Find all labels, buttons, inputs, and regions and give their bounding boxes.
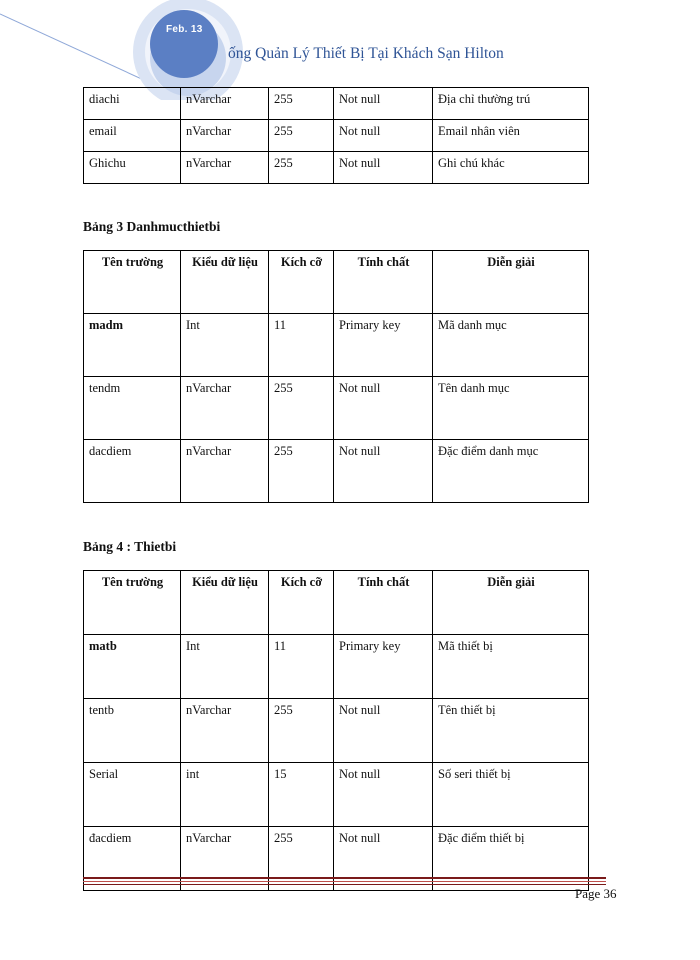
cell-constraint: Not null xyxy=(334,120,433,152)
page-number: Page 36 xyxy=(575,886,617,901)
footer-rule xyxy=(83,884,606,885)
table-caption-danhmucthietbi: Bảng 3 Danhmucthietbi xyxy=(83,219,221,234)
header-description: Diễn giải xyxy=(433,571,589,635)
table-header-row xyxy=(84,571,589,635)
cell-type: nVarchar xyxy=(181,827,269,891)
cell-description: Đặc điểm danh mục xyxy=(433,440,589,503)
cell-size: 255 xyxy=(269,120,334,152)
cell-size: 255 xyxy=(269,440,334,503)
cell-field: madm xyxy=(84,314,181,377)
cell-type: nVarchar xyxy=(181,440,269,503)
header-constraint: Tính chất xyxy=(334,571,433,635)
table-row xyxy=(84,377,589,440)
cell-field: diachi xyxy=(84,88,181,120)
table-row xyxy=(84,152,589,184)
table-nhanvien-continued xyxy=(83,87,589,184)
header-size: Kích cỡ xyxy=(269,571,334,635)
cell-constraint: Not null xyxy=(334,699,433,763)
header-decoration-icon xyxy=(0,0,260,100)
cell-constraint: Not null xyxy=(334,440,433,503)
cell-constraint: Not null xyxy=(334,763,433,827)
table-row xyxy=(84,699,589,763)
table-row xyxy=(84,635,589,699)
footer-rule xyxy=(83,877,606,879)
table-row xyxy=(84,763,589,827)
cell-type: nVarchar xyxy=(181,377,269,440)
cell-size: 255 xyxy=(269,827,334,891)
table-row xyxy=(84,440,589,503)
cell-size: 255 xyxy=(269,699,334,763)
table-caption-thietbi: Bảng 4 : Thietbi xyxy=(83,539,177,554)
header-type: Kiểu dữ liệu xyxy=(181,251,269,314)
cell-description: Số seri thiết bị xyxy=(433,763,589,827)
header-date-circle xyxy=(150,10,218,78)
cell-description: Địa chỉ thường trú xyxy=(433,88,589,120)
cell-description: Mã danh mục xyxy=(433,314,589,377)
cell-type: nVarchar xyxy=(181,699,269,763)
header-type: Kiểu dữ liệu xyxy=(181,571,269,635)
cell-type: nVarchar xyxy=(181,88,269,120)
table-row xyxy=(84,314,589,377)
cell-constraint: Primary key xyxy=(334,635,433,699)
cell-field: email xyxy=(84,120,181,152)
header-title: ống Quản Lý Thiết Bị Tại Khách Sạn Hilton xyxy=(228,45,504,62)
cell-description: Mã thiết bị xyxy=(433,635,589,699)
table-thietbi xyxy=(83,570,589,891)
cell-description: Tên thiết bị xyxy=(433,699,589,763)
header-field: Tên trường xyxy=(84,571,181,635)
header-date: Feb. 13 xyxy=(166,24,203,35)
cell-description: Tên danh mục xyxy=(433,377,589,440)
cell-size: 255 xyxy=(269,152,334,184)
table-row xyxy=(84,120,589,152)
cell-type: nVarchar xyxy=(181,120,269,152)
cell-size: 11 xyxy=(269,314,334,377)
header-field: Tên trường xyxy=(84,251,181,314)
header-size: Kích cỡ xyxy=(269,251,334,314)
cell-type: Int xyxy=(181,635,269,699)
cell-field: dacdiem xyxy=(84,440,181,503)
header-constraint: Tính chất xyxy=(334,251,433,314)
cell-size: 255 xyxy=(269,88,334,120)
cell-constraint: Not null xyxy=(334,827,433,891)
cell-type: Int xyxy=(181,314,269,377)
cell-size: 15 xyxy=(269,763,334,827)
cell-size: 11 xyxy=(269,635,334,699)
cell-field: Serial xyxy=(84,763,181,827)
footer-rule xyxy=(83,881,606,882)
table-header-row xyxy=(84,251,589,314)
cell-size: 255 xyxy=(269,377,334,440)
cell-constraint: Not null xyxy=(334,88,433,120)
cell-description: Email nhân viên xyxy=(433,120,589,152)
cell-type: int xyxy=(181,763,269,827)
cell-field: tentb xyxy=(84,699,181,763)
cell-field: đacdiem xyxy=(84,827,181,891)
cell-description: Đặc điểm thiết bị xyxy=(433,827,589,891)
cell-constraint: Not null xyxy=(334,377,433,440)
cell-type: nVarchar xyxy=(181,152,269,184)
cell-constraint: Not null xyxy=(334,152,433,184)
cell-description: Ghi chú khác xyxy=(433,152,589,184)
cell-field: Ghichu xyxy=(84,152,181,184)
header-description: Diễn giải xyxy=(433,251,589,314)
cell-field: tendm xyxy=(84,377,181,440)
table-danhmucthietbi xyxy=(83,250,589,503)
cell-field: matb xyxy=(84,635,181,699)
table-row xyxy=(84,88,589,120)
cell-constraint: Primary key xyxy=(334,314,433,377)
